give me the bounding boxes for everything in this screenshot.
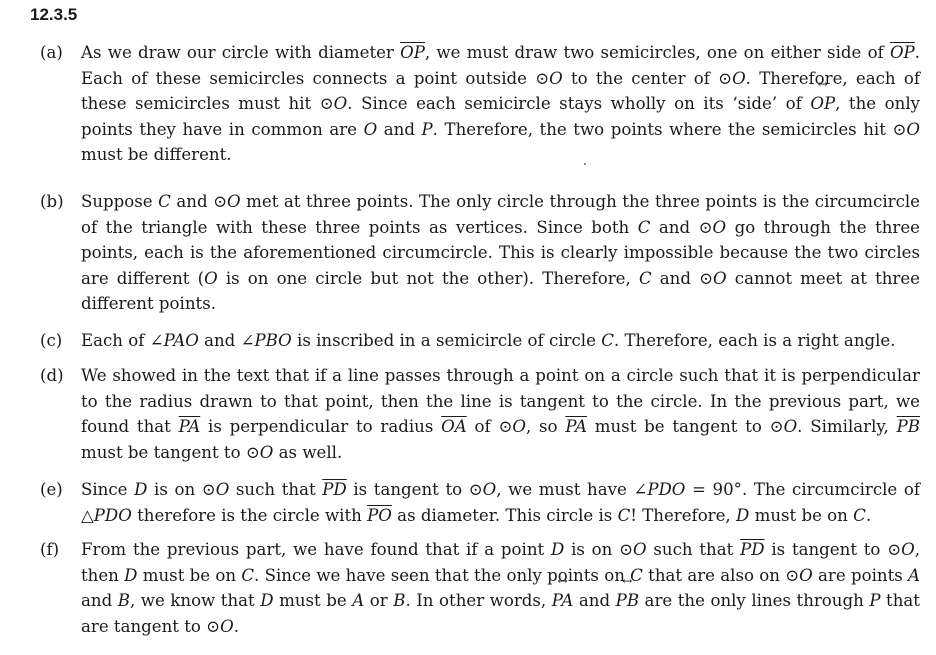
- part-b: [40, 189, 920, 317]
- segment-notation: $\overline{PA}$: [565, 417, 587, 437]
- math-variable: O: [906, 119, 920, 139]
- part-c: [40, 328, 920, 354]
- line-notation: ↔ PB: [616, 588, 639, 614]
- math-variable: PAO: [163, 331, 199, 350]
- part-d: [40, 363, 920, 465]
- math-variable: O: [732, 68, 746, 88]
- math-variable: C: [158, 192, 171, 211]
- part-label: (b): [40, 192, 64, 211]
- math-variable: O: [783, 417, 798, 437]
- math-variable: PDO: [647, 480, 686, 499]
- math-variable: O: [220, 616, 234, 636]
- math-variable: O: [712, 217, 727, 237]
- math-variable: P: [869, 591, 881, 611]
- part-text: We showed in the text that if a line passes through a point on a circle such that it is perpendicular to the radius drawn to that point, then the line is tangent to the circle. In the previous part, we found that $\overline{PA}$ is perpendicular to radius $\overline{OA}$ of ⊙O, so $\overline{PA}$ must be tangent to ⊙O. Similarly, $\overline{PB}$ must be tangent to ⊙O as well.: [81, 366, 920, 462]
- part-a: [40, 40, 920, 168]
- math-variable: B: [117, 591, 130, 611]
- part-text: Suppose C and ⊙O met at three points. The only circle through the three points is the circumcircle of the triangle with these three points as vertices. Since both C and ⊙O go through the three points, each is the aforementioned circumcircle. This is clearly impossible because the two circles are different (O is on one circle but not the other). Therefore, C and ⊙O cannot meet at three different points.: [81, 192, 920, 314]
- part-text: Each of ∠PAO and ∠PBO is inscribed in a semicircle of circle C. Therefore, each is a right angle.: [81, 331, 896, 350]
- math-variable: O: [549, 68, 563, 88]
- math-variable: D: [260, 591, 274, 611]
- math-variable: C: [241, 565, 255, 585]
- segment-notation: $\overline{PD}$: [740, 540, 765, 559]
- math-variable: B: [393, 591, 406, 611]
- segment-notation: $\overline{OA}$: [441, 417, 467, 437]
- math-variable: A: [908, 565, 921, 585]
- math-variable: C: [601, 331, 614, 350]
- part-label: (f): [40, 540, 60, 559]
- math-variable: O: [363, 119, 378, 139]
- math-variable: O: [901, 540, 915, 559]
- math-variable: D: [124, 565, 138, 585]
- segment-notation: $\overline{PO}$: [367, 505, 392, 525]
- part-label: (e): [40, 480, 63, 499]
- math-variable: C: [853, 505, 866, 525]
- math-variable: O: [333, 94, 348, 114]
- part-label: (a): [40, 43, 63, 62]
- math-variable: P: [421, 119, 433, 139]
- math-variable: O: [227, 192, 241, 211]
- math-variable: O: [259, 442, 274, 462]
- exercise-number: 12.3.5: [30, 5, 78, 24]
- segment-notation: $\overline{PB}$: [896, 417, 920, 437]
- math-variable: PBO: [254, 331, 292, 350]
- math-variable: C: [637, 217, 651, 237]
- segment-notation: $\overline{OP}$: [400, 43, 425, 62]
- math-variable: O: [633, 540, 647, 559]
- math-variable: D: [550, 540, 565, 559]
- part-text: From the previous part, we have found that if a point D is on ⊙O such that $\overline{PD}$ is tangent to ⊙O, then D must be on C. Since we have seen that the only points on C that are also on ⊙O are points A and B, we know that D must be A or B. In other words, ↔ PA and ↔ PB are the only lines through P that are tangent to ⊙O.: [81, 537, 920, 639]
- part-text: As we draw our circle with diameter $\overline{OP}$, we must draw two semicircles, one on either side of $\overline{OP}$. Each of these semicircles connects a point outside ⊙O to the center of ⊙O. Therefore, each of these semicircles must hit ⊙O. Since each semicircle stays wholly on its ‘side’ of ↔ OP, the only points they have in common are O and P. Therefore, the two points where the semicircles hit ⊙O must be different.: [81, 40, 920, 168]
- math-variable: D: [736, 505, 750, 525]
- math-variable: O: [799, 565, 813, 585]
- math-variable: A: [352, 591, 365, 611]
- stray-dot: [584, 163, 586, 165]
- math-variable: C: [617, 505, 631, 525]
- math-variable: O: [482, 480, 497, 499]
- math-variable: O: [215, 480, 230, 499]
- line-notation: ↔ OP: [810, 91, 835, 117]
- math-variable: D: [134, 480, 148, 499]
- math-variable: C: [630, 565, 643, 585]
- part-label: (d): [40, 366, 64, 385]
- part-text: Since D is on ⊙O such that $\overline{PD}$ is tangent to ⊙O, we must have ∠PDO = 90°. The circumcircle of △PDO therefore is the circle with $\overline{PO}$ as diameter. This circle is C! Therefore, D must be on C.: [81, 480, 920, 525]
- segment-notation: $\overline{PD}$: [322, 480, 347, 499]
- line-notation: ↔ PA: [552, 588, 574, 614]
- segment-notation: $\overline{PA}$: [178, 417, 201, 437]
- math-variable: O: [204, 268, 218, 288]
- math-variable: PDO: [93, 505, 132, 525]
- part-label: (c): [40, 331, 63, 350]
- math-variable: O: [713, 268, 727, 288]
- part-f: [40, 537, 920, 639]
- segment-notation: $\overline{OP}$: [889, 43, 915, 62]
- part-e: [40, 477, 920, 528]
- math-variable: O: [512, 417, 526, 437]
- math-variable: C: [638, 268, 652, 288]
